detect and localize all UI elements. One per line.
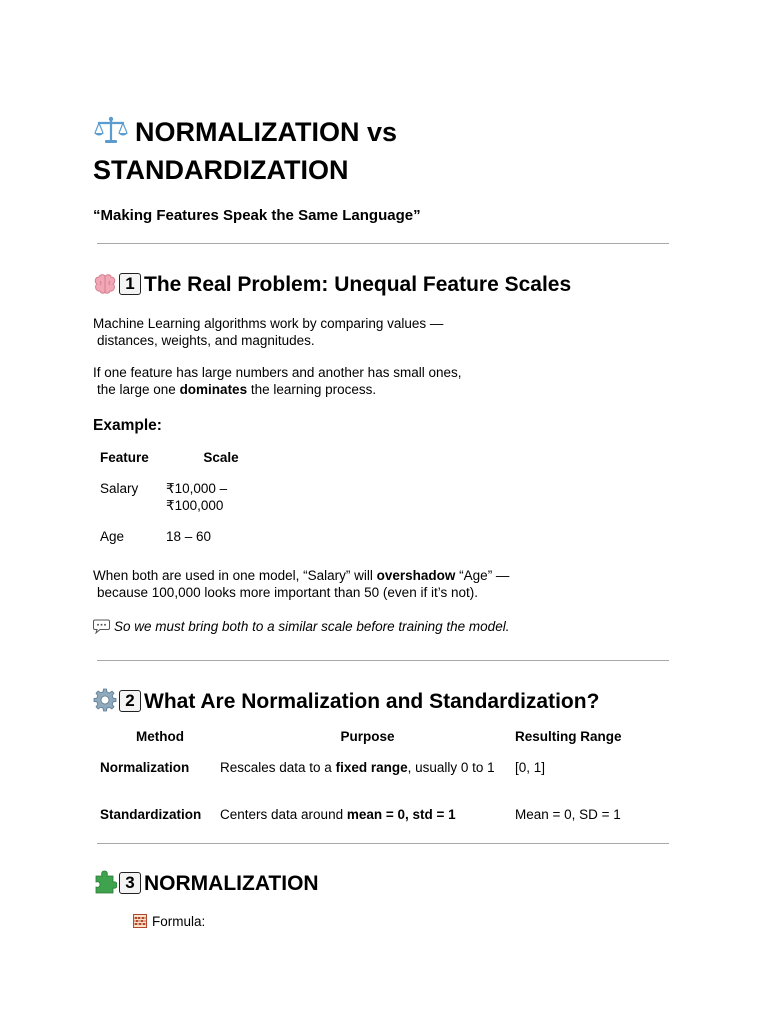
abacus-icon [133, 914, 147, 928]
column-header-method: Method [136, 729, 184, 744]
document-title [93, 113, 653, 189]
speech-bubble-icon [93, 619, 110, 634]
section-1-title: The Real Problem: Unequal Feature Scales [144, 273, 572, 296]
feature-cell: Salary [100, 481, 139, 496]
title-line-1: NORMALIZATION vs [135, 117, 397, 147]
section-1-paragraph-1: Machine Learning algorithms work by comparing values — distances, weights, and magnitudes. [93, 316, 444, 348]
feature-cell: Age [100, 529, 125, 544]
example-label: Example: [93, 417, 162, 434]
formula-label-line [133, 913, 205, 930]
section-1-paragraph-2: If one feature has large numbers and another has small ones, the large one dominates the learning process. [93, 365, 462, 397]
table-header-row [100, 728, 655, 759]
column-header-feature: Feature [100, 450, 149, 465]
title-line-2: STANDARDIZATION [93, 155, 349, 185]
section-3-title: NORMALIZATION [144, 872, 319, 895]
example-table [100, 449, 336, 545]
brain-icon [93, 273, 117, 295]
section-3-heading [93, 869, 319, 899]
column-header-range: Resulting Range [515, 729, 622, 744]
table-row [100, 528, 336, 545]
column-header-purpose: Purpose [340, 729, 395, 744]
method-cell: Standardization [100, 807, 202, 822]
section-1-heading [93, 270, 571, 300]
range-cell: [0, 1] [515, 760, 546, 775]
table-row [100, 759, 655, 806]
method-cell: Normalization [100, 760, 190, 775]
table-row [100, 806, 655, 823]
divider [97, 843, 669, 844]
gear-icon [93, 688, 117, 712]
section-2-title: What Are Normalization and Standardization? [144, 690, 600, 713]
section-1-paragraph-3: When both are used in one model, “Salary” will overshadow “Age” — because 100,000 looks more important than 50 (even if it’s not). [93, 568, 510, 600]
divider [97, 660, 669, 661]
document-subtitle: “Making Features Speak the Same Language” [93, 207, 421, 224]
scale-cell: ₹10,000 – ₹100,000 [166, 481, 228, 513]
range-cell: Mean = 0, SD = 1 [515, 807, 621, 822]
table-header-row [100, 449, 336, 480]
section-number-badge: 3 [119, 872, 141, 894]
purpose-cell: Centers data around mean = 0, std = 1 [220, 807, 456, 822]
section-number-badge: 1 [119, 273, 141, 295]
emphasis-overshadow: overshadow [376, 568, 456, 583]
table-row [100, 480, 336, 528]
balance-scale-icon [93, 115, 129, 145]
section-1-note: So we must bring both to a similar scale before training the model. [93, 618, 509, 635]
puzzle-piece-icon [93, 870, 117, 894]
column-header-scale: Scale [203, 450, 239, 465]
methods-table [100, 728, 655, 823]
formula-label: Formula: [152, 914, 206, 929]
section-2-heading [93, 687, 599, 717]
emphasis-dominates: dominates [179, 382, 248, 397]
section-number-badge: 2 [119, 690, 141, 712]
scale-cell: 18 – 60 [166, 529, 212, 544]
purpose-cell: Rescales data to a fixed range, usually 0 to 1 [220, 760, 495, 775]
divider [97, 243, 669, 244]
